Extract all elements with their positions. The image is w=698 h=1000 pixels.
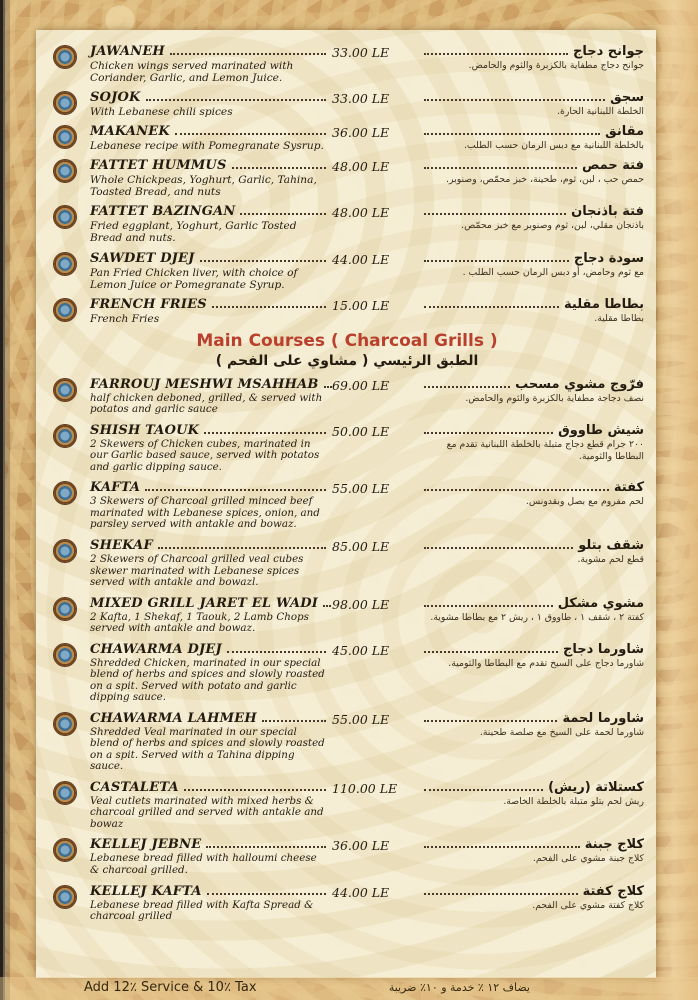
dotted-leader bbox=[424, 651, 558, 653]
item-desc-ar: ريش لحم بتلو متبلة بالخلطة الخاصة. bbox=[503, 795, 644, 807]
dotted-leader bbox=[240, 213, 326, 215]
item-english-block bbox=[90, 480, 328, 531]
restaurant-seal-icon bbox=[54, 644, 76, 666]
item-desc-en: 3 Skewers of Charcoal grilled minced beef marinated with Lebanese spices, onion, and parsley served with antakle and bowaz. bbox=[90, 495, 320, 531]
item-desc-ar: باذنجان مقلي، لبن، ثوم وصنوبر مع خبز محمّص. bbox=[461, 220, 644, 232]
item-name-ar: كستلاتة (ريش) bbox=[548, 779, 644, 795]
book-binding-edge bbox=[0, 0, 10, 1000]
item-price: 110.00 LE bbox=[332, 780, 398, 796]
seal-cell bbox=[46, 423, 86, 474]
service-tax-note-en: Add 12٪ Service & 10٪ Tax bbox=[84, 980, 257, 995]
item-price: 15.00 LE bbox=[332, 297, 390, 313]
dotted-leader bbox=[184, 789, 326, 791]
item-arabic-block bbox=[422, 884, 648, 923]
dotted-leader bbox=[424, 489, 609, 491]
dotted-leader bbox=[424, 893, 578, 895]
appetizers-list bbox=[46, 44, 648, 325]
menu-item-row bbox=[46, 158, 648, 198]
seal-cell bbox=[46, 90, 86, 118]
restaurant-seal-icon bbox=[54, 839, 76, 861]
item-name-en: CHAWARMA LAHMEH bbox=[90, 710, 257, 726]
item-arabic-block bbox=[422, 711, 648, 773]
item-arabic-block bbox=[422, 377, 648, 416]
item-desc-ar: شاورما دجاج على السيخ تقدم مع البطاطا والثومية. bbox=[448, 657, 644, 669]
menu-item-row bbox=[46, 90, 648, 118]
dotted-leader bbox=[424, 213, 566, 215]
item-english-block bbox=[90, 251, 328, 291]
restaurant-seal-icon bbox=[54, 46, 76, 68]
item-name-ar: كلاج جبنة bbox=[584, 837, 644, 853]
item-name-ar: سجق bbox=[610, 90, 644, 106]
item-english-block bbox=[90, 90, 328, 118]
restaurant-seal-icon bbox=[54, 299, 76, 321]
item-name-en: FATTET BAZINGAN bbox=[90, 204, 236, 220]
item-desc-ar: كلاج كفتة مشوي على الفحم. bbox=[532, 899, 644, 911]
seal-cell bbox=[46, 158, 86, 198]
restaurant-seal-icon bbox=[54, 886, 76, 908]
item-desc-ar: قطع لحم مشوية. bbox=[577, 553, 644, 565]
item-desc-ar: لحم مفروم مع بصل وبقدونس. bbox=[525, 496, 644, 508]
item-english-block bbox=[90, 642, 328, 704]
item-arabic-block bbox=[422, 596, 648, 635]
item-name-ar: جوانح دجاج bbox=[572, 44, 644, 59]
item-english-block bbox=[90, 423, 328, 474]
dotted-leader bbox=[424, 260, 569, 262]
item-desc-en: Shredded Chicken, marinated in our special blend of herbs and spices and slowly roasted on a spit. Served with potato and garlic dipping sauce. bbox=[90, 656, 325, 704]
item-english-block bbox=[90, 711, 328, 773]
item-english-block bbox=[90, 204, 328, 244]
item-desc-ar: نصف دجاجة مطفاية بالكزبرة والثوم والحامض. bbox=[465, 392, 644, 404]
menu-item-row bbox=[46, 297, 648, 325]
dotted-leader bbox=[424, 133, 600, 135]
dotted-leader bbox=[324, 386, 332, 388]
item-desc-en: 2 Skewers of Chicken cubes, marinated in our Garlic based sauce, served with potatos and garlic dipping sauce. bbox=[90, 437, 320, 473]
item-name-ar: فتة حمص bbox=[581, 158, 644, 174]
dotted-leader bbox=[175, 133, 326, 135]
item-name-en: CASTALETA bbox=[90, 779, 179, 795]
item-desc-en: Lebanese recipe with Pomegranate Sysrup. bbox=[90, 140, 324, 153]
item-name-en: KELLEJ JEBNE bbox=[90, 837, 202, 853]
menu-item-row bbox=[46, 538, 648, 589]
item-desc-en: With Lebanese chili spices bbox=[90, 106, 233, 119]
item-price: 33.00 LE bbox=[332, 91, 390, 107]
item-name-en: FATTET HUMMUS bbox=[90, 158, 227, 174]
item-arabic-block bbox=[422, 251, 648, 291]
dotted-leader bbox=[424, 99, 605, 101]
dotted-leader bbox=[204, 432, 326, 434]
item-arabic-block bbox=[422, 204, 648, 244]
seal-cell bbox=[46, 538, 86, 589]
restaurant-seal-icon bbox=[54, 425, 76, 447]
item-price: 85.00 LE bbox=[332, 538, 390, 554]
item-price: 50.00 LE bbox=[332, 423, 390, 439]
restaurant-seal-icon bbox=[54, 713, 76, 735]
dotted-leader bbox=[206, 846, 326, 848]
item-name-ar: بطاطا مقلية bbox=[564, 296, 644, 312]
item-english-block bbox=[90, 780, 328, 831]
restaurant-seal-icon bbox=[54, 206, 76, 228]
item-name-ar: كفتة bbox=[613, 480, 644, 496]
menu-item-row bbox=[46, 44, 648, 84]
item-english-block bbox=[90, 538, 328, 589]
seal-cell bbox=[46, 884, 86, 923]
restaurant-seal-icon bbox=[54, 379, 76, 401]
item-desc-ar: كلاج جبنة مشوي على الفحم. bbox=[532, 853, 644, 865]
item-desc-en: Chicken wings served marinated with Coriander, Garlic, and Lemon Juice. bbox=[90, 60, 294, 85]
dotted-leader bbox=[424, 605, 553, 607]
item-arabic-block bbox=[422, 780, 648, 831]
dotted-leader bbox=[424, 386, 510, 388]
item-name-ar: فرّوج مشوي مسحب bbox=[515, 376, 644, 392]
item-name-en: CHAWARMA DJEJ bbox=[90, 641, 222, 657]
item-price: 55.00 LE bbox=[332, 481, 390, 497]
item-price: 55.00 LE bbox=[332, 711, 390, 727]
item-arabic-block bbox=[422, 423, 648, 474]
item-name-en: SHISH TAOUK bbox=[90, 422, 200, 438]
dotted-leader bbox=[323, 605, 331, 607]
seal-cell bbox=[46, 837, 86, 876]
menu-item-row bbox=[46, 837, 648, 876]
seal-cell bbox=[46, 642, 86, 704]
item-desc-ar: كفتة ٢ ، شقف ١ ، طاووق ١ ، ريش ٢ مع بطاطا مشوية. bbox=[430, 611, 644, 623]
seal-cell bbox=[46, 44, 86, 84]
dotted-leader bbox=[227, 651, 326, 653]
item-desc-ar: الخلطة اللبنانية الحارة. bbox=[557, 106, 644, 118]
item-english-block bbox=[90, 124, 328, 152]
seal-cell bbox=[46, 480, 86, 531]
section-title-arabic: الطبق الرئيسي ( مشاوي على الفحم ) bbox=[215, 352, 479, 369]
item-arabic-block bbox=[422, 538, 648, 589]
dotted-leader bbox=[424, 306, 559, 308]
item-name-ar: سودة دجاج bbox=[573, 250, 644, 266]
item-name-ar: مقانق bbox=[605, 124, 644, 140]
item-english-block bbox=[90, 44, 328, 84]
item-name-en: FARROUJ MESHWI MSAHHAB bbox=[90, 376, 319, 392]
service-tax-note-ar: يضاف ١٢ ٪ خدمة و ١٠٪ ضريبة bbox=[388, 981, 530, 994]
menu-item-row bbox=[46, 780, 648, 831]
dotted-leader bbox=[424, 789, 543, 791]
item-english-block bbox=[90, 884, 328, 923]
dotted-leader bbox=[146, 99, 327, 101]
menu-item-row bbox=[46, 124, 648, 152]
restaurant-seal-icon bbox=[54, 253, 76, 275]
item-price: 44.00 LE bbox=[332, 884, 390, 900]
page-curl-edge bbox=[654, 0, 698, 1000]
item-desc-en: Shredded Veal marinated in our special blend of herbs and spices and slowly roasted on a spit. Served with a Tahina dipping sauce. bbox=[90, 725, 325, 773]
restaurant-seal-icon bbox=[54, 160, 76, 182]
restaurant-seal-icon bbox=[54, 126, 76, 148]
menu-item-row bbox=[46, 642, 648, 704]
item-desc-en: French Fries bbox=[90, 312, 160, 325]
item-desc-en: 2 Skewers of Charcoal grilled veal cubes skewer marinated with Lebanese spices served with antakle and bowazl. bbox=[90, 552, 304, 589]
dotted-leader bbox=[200, 260, 327, 262]
seal-cell bbox=[46, 297, 86, 325]
item-desc-ar: مع ثوم وحامض، أو دبس الرمان حسب الطلب . bbox=[462, 266, 644, 278]
item-arabic-block bbox=[422, 480, 648, 531]
item-name-ar: شيش طاووق bbox=[558, 422, 644, 438]
item-name-ar: شقف بتلو bbox=[578, 537, 644, 553]
item-name-en: KAFTA bbox=[90, 480, 141, 496]
main-courses-list bbox=[46, 377, 648, 923]
dotted-leader bbox=[207, 893, 326, 895]
item-desc-en: 2 Kafta, 1 Shekaf, 1 Taouk, 2 Lamb Chops served with antakle and bowaz. bbox=[90, 610, 309, 635]
dotted-leader bbox=[212, 306, 326, 308]
item-desc-en: Pan Fried Chicken liver, with choice of Lemon Juice or Pomegranate Syrup. bbox=[90, 266, 298, 291]
seal-cell bbox=[46, 124, 86, 152]
item-price: 45.00 LE bbox=[332, 642, 390, 658]
item-arabic-block bbox=[422, 90, 648, 118]
dotted-leader bbox=[232, 167, 326, 169]
item-name-ar: شاورما لحمة bbox=[562, 710, 644, 726]
item-english-block bbox=[90, 297, 328, 325]
item-price: 36.00 LE bbox=[332, 838, 390, 854]
dotted-leader bbox=[262, 720, 326, 722]
seal-cell bbox=[46, 596, 86, 635]
item-price: 98.00 LE bbox=[332, 596, 390, 612]
menu-item-row bbox=[46, 711, 648, 773]
dotted-leader bbox=[424, 720, 557, 722]
item-english-block bbox=[90, 596, 328, 635]
item-desc-en: Veal cutlets marinated with mixed herbs & charcoal grilled and served with antakle and bowaz bbox=[90, 794, 324, 830]
item-desc-ar: بطاطا مقلية. bbox=[594, 312, 644, 324]
item-desc-en: Lebanese bread filled with halloumi cheese & charcoal grilled. bbox=[90, 852, 317, 877]
dotted-leader bbox=[170, 53, 326, 55]
menu-item-row bbox=[46, 377, 648, 416]
dotted-leader bbox=[158, 547, 326, 549]
menu-panel bbox=[36, 30, 656, 978]
item-desc-en: half chicken deboned, grilled, & served with potatos and garlic sauce bbox=[90, 391, 323, 416]
seal-cell bbox=[46, 251, 86, 291]
item-arabic-block bbox=[422, 837, 648, 876]
item-price: 48.00 LE bbox=[332, 159, 390, 175]
item-price: 33.00 LE bbox=[332, 45, 390, 60]
item-price: 48.00 LE bbox=[332, 205, 390, 221]
dotted-leader bbox=[424, 53, 568, 55]
item-name-en: SAWDET DJEJ bbox=[90, 250, 195, 266]
item-name-en: SOJOK bbox=[90, 90, 141, 106]
restaurant-seal-icon bbox=[54, 540, 76, 562]
item-name-en: MIXED GRILL JARET EL WADI bbox=[90, 595, 318, 611]
item-name-en: KELLEJ KAFTA bbox=[90, 883, 202, 899]
item-desc-ar: ٢٠٠ جرام قطع دجاج متبلة بالخلطة اللبنانية تقدم مع البطاطا والثومية. bbox=[446, 438, 644, 462]
item-name-en: MAKANEK bbox=[90, 124, 170, 140]
item-price: 36.00 LE bbox=[332, 125, 390, 141]
service-tax-note bbox=[0, 977, 698, 1000]
item-english-block bbox=[90, 377, 328, 416]
item-desc-ar: جوانح دجاج مطفاية بالكزبرة والثوم والحامض. bbox=[468, 60, 644, 71]
menu-item-row bbox=[46, 423, 648, 474]
item-price: 69.00 LE bbox=[332, 377, 390, 393]
item-desc-ar: شاورما لحمة على السيخ مع صلصة طحينة. bbox=[479, 726, 644, 738]
dotted-leader bbox=[145, 489, 326, 491]
item-arabic-block bbox=[422, 124, 648, 152]
item-name-en: SHEKAF bbox=[90, 537, 153, 553]
item-desc-en: Fried eggplant, Yoghurt, Garlic Tosted Bread and nuts. bbox=[90, 220, 297, 245]
restaurant-seal-icon bbox=[54, 92, 76, 114]
item-price: 44.00 LE bbox=[332, 251, 390, 267]
item-desc-ar: حمص حب ، لبن، ثوم، طحينة، خبز محمّص، وصنوبر. bbox=[446, 174, 644, 186]
dotted-leader bbox=[424, 846, 580, 848]
menu-item-row bbox=[46, 251, 648, 291]
seal-cell bbox=[46, 377, 86, 416]
seal-cell bbox=[46, 780, 86, 831]
item-name-en: JAWANEH bbox=[90, 44, 165, 59]
item-name-en: FRENCH FRIES bbox=[90, 296, 207, 312]
restaurant-seal-icon bbox=[54, 598, 76, 620]
item-name-ar: شاورما دجاج bbox=[563, 641, 644, 657]
item-english-block bbox=[90, 158, 328, 198]
item-arabic-block bbox=[422, 158, 648, 198]
item-desc-ar: بالخلطة اللبنانية مع دبس الرمان حسب الطلب. bbox=[463, 140, 644, 152]
dotted-leader bbox=[424, 547, 573, 549]
section-title-english: Main Courses ( Charcoal Grills ) bbox=[196, 330, 498, 351]
dotted-leader bbox=[424, 167, 577, 169]
restaurant-seal-icon bbox=[54, 482, 76, 504]
restaurant-seal-icon bbox=[54, 782, 76, 804]
item-arabic-block bbox=[422, 297, 648, 325]
item-desc-en: Whole Chickpeas, Yoghurt, Garlic, Tahina, Toasted Bread, and nuts bbox=[90, 174, 317, 199]
menu-item-row bbox=[46, 480, 648, 531]
item-english-block bbox=[90, 837, 328, 876]
dotted-leader bbox=[424, 432, 553, 434]
item-name-ar: كلاج كفتة bbox=[582, 883, 644, 899]
seal-cell bbox=[46, 204, 86, 244]
item-desc-en: Lebanese bread filled with Kafta Spread & charcoal grilled bbox=[90, 898, 314, 923]
menu-item-row bbox=[46, 884, 648, 923]
menu-item-row bbox=[46, 596, 648, 635]
menu-item-row bbox=[46, 204, 648, 244]
seal-cell bbox=[46, 711, 86, 773]
item-name-ar: مشوي مشكل bbox=[557, 595, 644, 611]
item-arabic-block bbox=[422, 44, 648, 84]
item-name-ar: فتة باذنجان bbox=[571, 204, 644, 220]
item-arabic-block bbox=[422, 642, 648, 704]
